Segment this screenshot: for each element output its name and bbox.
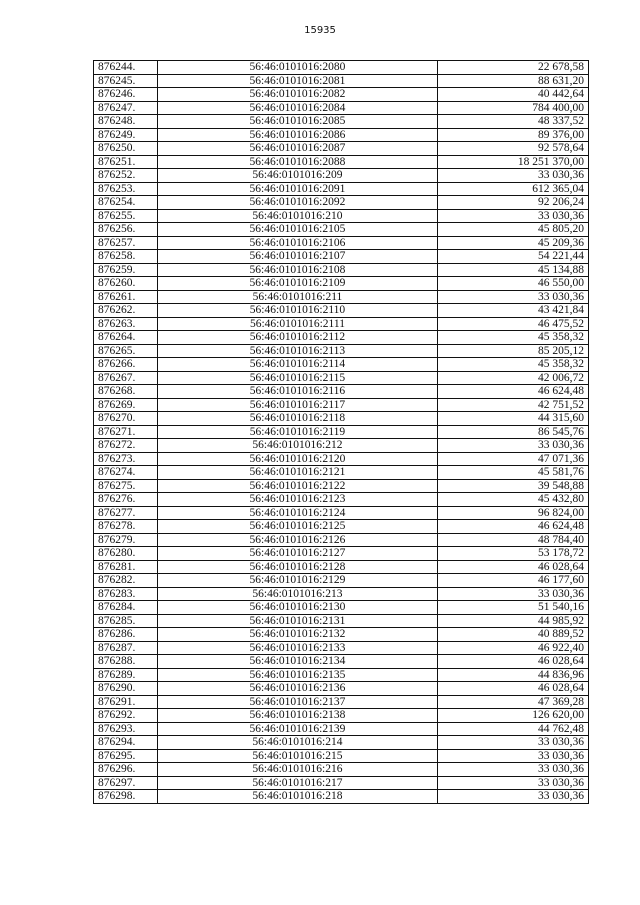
cadastral-value-table <box>93 60 589 804</box>
row-number-cell: 876264. <box>94 331 158 345</box>
table-row <box>94 223 589 237</box>
cadastral-value-cell: 47 071,36 <box>438 452 589 466</box>
row-number-cell: 876263. <box>94 317 158 331</box>
row-number-cell: 876249. <box>94 128 158 142</box>
cadastral-number-cell: 56:46:0101016:2114 <box>157 358 437 372</box>
cadastral-number-cell: 56:46:0101016:213 <box>157 587 437 601</box>
cadastral-value-cell: 46 028,64 <box>438 655 589 669</box>
row-number-cell: 876272. <box>94 439 158 453</box>
cadastral-value-cell: 46 624,48 <box>438 520 589 534</box>
cadastral-number-cell: 56:46:0101016:2091 <box>157 182 437 196</box>
cadastral-value-cell: 44 836,96 <box>438 668 589 682</box>
cadastral-number-cell: 56:46:0101016:2105 <box>157 223 437 237</box>
row-number-cell: 876245. <box>94 74 158 88</box>
table-row <box>94 763 589 777</box>
table-row <box>94 358 589 372</box>
table-row <box>94 263 589 277</box>
row-number-cell: 876276. <box>94 493 158 507</box>
cadastral-number-cell: 56:46:0101016:2110 <box>157 304 437 318</box>
row-number-cell: 876250. <box>94 142 158 156</box>
row-number-cell: 876254. <box>94 196 158 210</box>
table-row <box>94 385 589 399</box>
table-row <box>94 196 589 210</box>
row-number-cell: 876271. <box>94 425 158 439</box>
page-number: 15935 <box>304 25 336 36</box>
cadastral-value-cell: 54 221,44 <box>438 250 589 264</box>
cadastral-number-cell: 56:46:0101016:2122 <box>157 479 437 493</box>
row-number-cell: 876290. <box>94 682 158 696</box>
row-number-cell: 876280. <box>94 547 158 561</box>
cadastral-number-cell: 56:46:0101016:2128 <box>157 560 437 574</box>
row-number-cell: 876274. <box>94 466 158 480</box>
row-number-cell: 876261. <box>94 290 158 304</box>
table-row <box>94 790 589 804</box>
row-number-cell: 876277. <box>94 506 158 520</box>
table-row <box>94 479 589 493</box>
cadastral-value-cell: 46 550,00 <box>438 277 589 291</box>
cadastral-number-cell: 56:46:0101016:211 <box>157 290 437 304</box>
cadastral-number-cell: 56:46:0101016:2123 <box>157 493 437 507</box>
table-row <box>94 290 589 304</box>
row-number-cell: 876293. <box>94 722 158 736</box>
table-row <box>94 668 589 682</box>
table-row <box>94 466 589 480</box>
cadastral-value-cell: 33 030,36 <box>438 439 589 453</box>
table-row <box>94 169 589 183</box>
cadastral-value-cell: 92 578,64 <box>438 142 589 156</box>
table-row <box>94 533 589 547</box>
row-number-cell: 876253. <box>94 182 158 196</box>
table-row <box>94 493 589 507</box>
table-row <box>94 452 589 466</box>
cadastral-value-cell: 96 824,00 <box>438 506 589 520</box>
row-number-cell: 876252. <box>94 169 158 183</box>
table-row <box>94 398 589 412</box>
row-number-cell: 876297. <box>94 776 158 790</box>
cadastral-number-cell: 56:46:0101016:2107 <box>157 250 437 264</box>
cadastral-number-cell: 56:46:0101016:2118 <box>157 412 437 426</box>
table-row <box>94 682 589 696</box>
cadastral-number-cell: 56:46:0101016:2120 <box>157 452 437 466</box>
cadastral-number-cell: 56:46:0101016:2108 <box>157 263 437 277</box>
cadastral-value-cell: 42 751,52 <box>438 398 589 412</box>
table-row <box>94 520 589 534</box>
cadastral-number-cell: 56:46:0101016:2139 <box>157 722 437 736</box>
row-number-cell: 876295. <box>94 749 158 763</box>
row-number-cell: 876288. <box>94 655 158 669</box>
row-number-cell: 876251. <box>94 155 158 169</box>
cadastral-number-cell: 56:46:0101016:2088 <box>157 155 437 169</box>
cadastral-value-cell: 45 358,32 <box>438 358 589 372</box>
row-number-cell: 876282. <box>94 574 158 588</box>
table-row <box>94 304 589 318</box>
table-row <box>94 101 589 115</box>
cadastral-value-cell: 612 365,04 <box>438 182 589 196</box>
cadastral-value-cell: 46 624,48 <box>438 385 589 399</box>
row-number-cell: 876296. <box>94 763 158 777</box>
row-number-cell: 876287. <box>94 641 158 655</box>
cadastral-number-cell: 56:46:0101016:2126 <box>157 533 437 547</box>
cadastral-number-cell: 56:46:0101016:2135 <box>157 668 437 682</box>
row-number-cell: 876298. <box>94 790 158 804</box>
cadastral-value-cell: 85 205,12 <box>438 344 589 358</box>
cadastral-number-cell: 56:46:0101016:2134 <box>157 655 437 669</box>
table-row <box>94 425 589 439</box>
cadastral-number-cell: 56:46:0101016:209 <box>157 169 437 183</box>
cadastral-value-cell: 33 030,36 <box>438 749 589 763</box>
cadastral-value-cell: 46 177,60 <box>438 574 589 588</box>
cadastral-value-cell: 53 178,72 <box>438 547 589 561</box>
row-number-cell: 876244. <box>94 61 158 75</box>
row-number-cell: 876275. <box>94 479 158 493</box>
cadastral-number-cell: 56:46:0101016:2080 <box>157 61 437 75</box>
row-number-cell: 876289. <box>94 668 158 682</box>
cadastral-value-cell: 46 028,64 <box>438 682 589 696</box>
cadastral-number-cell: 56:46:0101016:214 <box>157 736 437 750</box>
cadastral-value-cell: 42 006,72 <box>438 371 589 385</box>
cadastral-number-cell: 56:46:0101016:2121 <box>157 466 437 480</box>
row-number-cell: 876267. <box>94 371 158 385</box>
cadastral-value-cell: 48 337,52 <box>438 115 589 129</box>
cadastral-value-cell: 86 545,76 <box>438 425 589 439</box>
cadastral-number-cell: 56:46:0101016:2112 <box>157 331 437 345</box>
table-row <box>94 344 589 358</box>
cadastral-number-cell: 56:46:0101016:2092 <box>157 196 437 210</box>
cadastral-number-cell: 56:46:0101016:2115 <box>157 371 437 385</box>
table-row <box>94 250 589 264</box>
table-row <box>94 439 589 453</box>
cadastral-value-cell: 18 251 370,00 <box>438 155 589 169</box>
table-row <box>94 574 589 588</box>
cadastral-number-cell: 56:46:0101016:2087 <box>157 142 437 156</box>
cadastral-number-cell: 56:46:0101016:2138 <box>157 709 437 723</box>
row-number-cell: 876294. <box>94 736 158 750</box>
cadastral-number-cell: 56:46:0101016:2111 <box>157 317 437 331</box>
cadastral-value-cell: 40 442,64 <box>438 88 589 102</box>
row-number-cell: 876255. <box>94 209 158 223</box>
cadastral-number-cell: 56:46:0101016:2109 <box>157 277 437 291</box>
cadastral-number-cell: 56:46:0101016:2082 <box>157 88 437 102</box>
row-number-cell: 876273. <box>94 452 158 466</box>
cadastral-number-cell: 56:46:0101016:2127 <box>157 547 437 561</box>
cadastral-number-cell: 56:46:0101016:2106 <box>157 236 437 250</box>
table-row <box>94 236 589 250</box>
row-number-cell: 876268. <box>94 385 158 399</box>
table-row <box>94 88 589 102</box>
table-row <box>94 506 589 520</box>
cadastral-number-cell: 56:46:0101016:2130 <box>157 601 437 615</box>
table-row <box>94 142 589 156</box>
table-row <box>94 155 589 169</box>
row-number-cell: 876285. <box>94 614 158 628</box>
cadastral-value-cell: 33 030,36 <box>438 736 589 750</box>
cadastral-number-cell: 56:46:0101016:2086 <box>157 128 437 142</box>
table-row <box>94 182 589 196</box>
table-row <box>94 749 589 763</box>
cadastral-value-cell: 45 581,76 <box>438 466 589 480</box>
cadastral-value-cell: 44 315,60 <box>438 412 589 426</box>
row-number-cell: 876265. <box>94 344 158 358</box>
table-row <box>94 655 589 669</box>
cadastral-value-cell: 45 432,80 <box>438 493 589 507</box>
row-number-cell: 876258. <box>94 250 158 264</box>
cadastral-value-cell: 45 805,20 <box>438 223 589 237</box>
cadastral-value-cell: 89 376,00 <box>438 128 589 142</box>
cadastral-number-cell: 56:46:0101016:210 <box>157 209 437 223</box>
cadastral-value-cell: 44 762,48 <box>438 722 589 736</box>
cadastral-number-cell: 56:46:0101016:215 <box>157 749 437 763</box>
cadastral-number-cell: 56:46:0101016:2136 <box>157 682 437 696</box>
row-number-cell: 876284. <box>94 601 158 615</box>
table-row <box>94 601 589 615</box>
cadastral-value-cell: 33 030,36 <box>438 169 589 183</box>
row-number-cell: 876247. <box>94 101 158 115</box>
row-number-cell: 876292. <box>94 709 158 723</box>
table-row <box>94 547 589 561</box>
cadastral-value-cell: 126 620,00 <box>438 709 589 723</box>
cadastral-value-cell: 784 400,00 <box>438 101 589 115</box>
table-body <box>94 61 589 804</box>
table-row <box>94 74 589 88</box>
cadastral-value-cell: 22 678,58 <box>438 61 589 75</box>
cadastral-number-cell: 56:46:0101016:2116 <box>157 385 437 399</box>
table-row <box>94 587 589 601</box>
cadastral-number-cell: 56:46:0101016:2132 <box>157 628 437 642</box>
cadastral-number-cell: 56:46:0101016:217 <box>157 776 437 790</box>
cadastral-number-cell: 56:46:0101016:2124 <box>157 506 437 520</box>
cadastral-number-cell: 56:46:0101016:2129 <box>157 574 437 588</box>
cadastral-number-cell: 56:46:0101016:218 <box>157 790 437 804</box>
row-number-cell: 876246. <box>94 88 158 102</box>
cadastral-value-cell: 46 922,40 <box>438 641 589 655</box>
row-number-cell: 876278. <box>94 520 158 534</box>
table-row <box>94 709 589 723</box>
row-number-cell: 876266. <box>94 358 158 372</box>
cadastral-value-cell: 48 784,40 <box>438 533 589 547</box>
cadastral-value-cell: 33 030,36 <box>438 776 589 790</box>
row-number-cell: 876260. <box>94 277 158 291</box>
row-number-cell: 876281. <box>94 560 158 574</box>
row-number-cell: 876270. <box>94 412 158 426</box>
cadastral-value-cell: 92 206,24 <box>438 196 589 210</box>
cadastral-value-cell: 88 631,20 <box>438 74 589 88</box>
cadastral-number-cell: 56:46:0101016:2085 <box>157 115 437 129</box>
table-row <box>94 722 589 736</box>
cadastral-value-cell: 33 030,36 <box>438 587 589 601</box>
row-number-cell: 876286. <box>94 628 158 642</box>
cadastral-number-cell: 56:46:0101016:2137 <box>157 695 437 709</box>
cadastral-value-cell: 45 134,88 <box>438 263 589 277</box>
cadastral-value-cell: 40 889,52 <box>438 628 589 642</box>
table-row <box>94 641 589 655</box>
cadastral-value-cell: 33 030,36 <box>438 209 589 223</box>
cadastral-value-cell: 45 209,36 <box>438 236 589 250</box>
cadastral-number-cell: 56:46:0101016:212 <box>157 439 437 453</box>
cadastral-value-cell: 33 030,36 <box>438 290 589 304</box>
table-row <box>94 209 589 223</box>
row-number-cell: 876279. <box>94 533 158 547</box>
row-number-cell: 876248. <box>94 115 158 129</box>
table-row <box>94 61 589 75</box>
table-row <box>94 736 589 750</box>
row-number-cell: 876269. <box>94 398 158 412</box>
cadastral-value-cell: 33 030,36 <box>438 790 589 804</box>
table-row <box>94 331 589 345</box>
table-row <box>94 317 589 331</box>
table-row <box>94 614 589 628</box>
cadastral-number-cell: 56:46:0101016:216 <box>157 763 437 777</box>
table-row <box>94 128 589 142</box>
table-row <box>94 371 589 385</box>
cadastral-value-cell: 46 028,64 <box>438 560 589 574</box>
cadastral-number-cell: 56:46:0101016:2084 <box>157 101 437 115</box>
cadastral-number-cell: 56:46:0101016:2117 <box>157 398 437 412</box>
table-row <box>94 115 589 129</box>
cadastral-number-cell: 56:46:0101016:2081 <box>157 74 437 88</box>
cadastral-value-cell: 44 985,92 <box>438 614 589 628</box>
table-row <box>94 412 589 426</box>
cadastral-number-cell: 56:46:0101016:2125 <box>157 520 437 534</box>
table-row <box>94 628 589 642</box>
row-number-cell: 876262. <box>94 304 158 318</box>
table-row <box>94 695 589 709</box>
row-number-cell: 876291. <box>94 695 158 709</box>
row-number-cell: 876257. <box>94 236 158 250</box>
table-row <box>94 277 589 291</box>
cadastral-value-cell: 46 475,52 <box>438 317 589 331</box>
row-number-cell: 876283. <box>94 587 158 601</box>
row-number-cell: 876259. <box>94 263 158 277</box>
cadastral-number-cell: 56:46:0101016:2131 <box>157 614 437 628</box>
cadastral-value-cell: 39 548,88 <box>438 479 589 493</box>
row-number-cell: 876256. <box>94 223 158 237</box>
cadastral-number-cell: 56:46:0101016:2119 <box>157 425 437 439</box>
cadastral-number-cell: 56:46:0101016:2133 <box>157 641 437 655</box>
cadastral-value-cell: 51 540,16 <box>438 601 589 615</box>
table-row <box>94 776 589 790</box>
cadastral-value-cell: 33 030,36 <box>438 763 589 777</box>
cadastral-value-cell: 43 421,84 <box>438 304 589 318</box>
table-row <box>94 560 589 574</box>
cadastral-number-cell: 56:46:0101016:2113 <box>157 344 437 358</box>
cadastral-value-cell: 47 369,28 <box>438 695 589 709</box>
cadastral-value-cell: 45 358,32 <box>438 331 589 345</box>
